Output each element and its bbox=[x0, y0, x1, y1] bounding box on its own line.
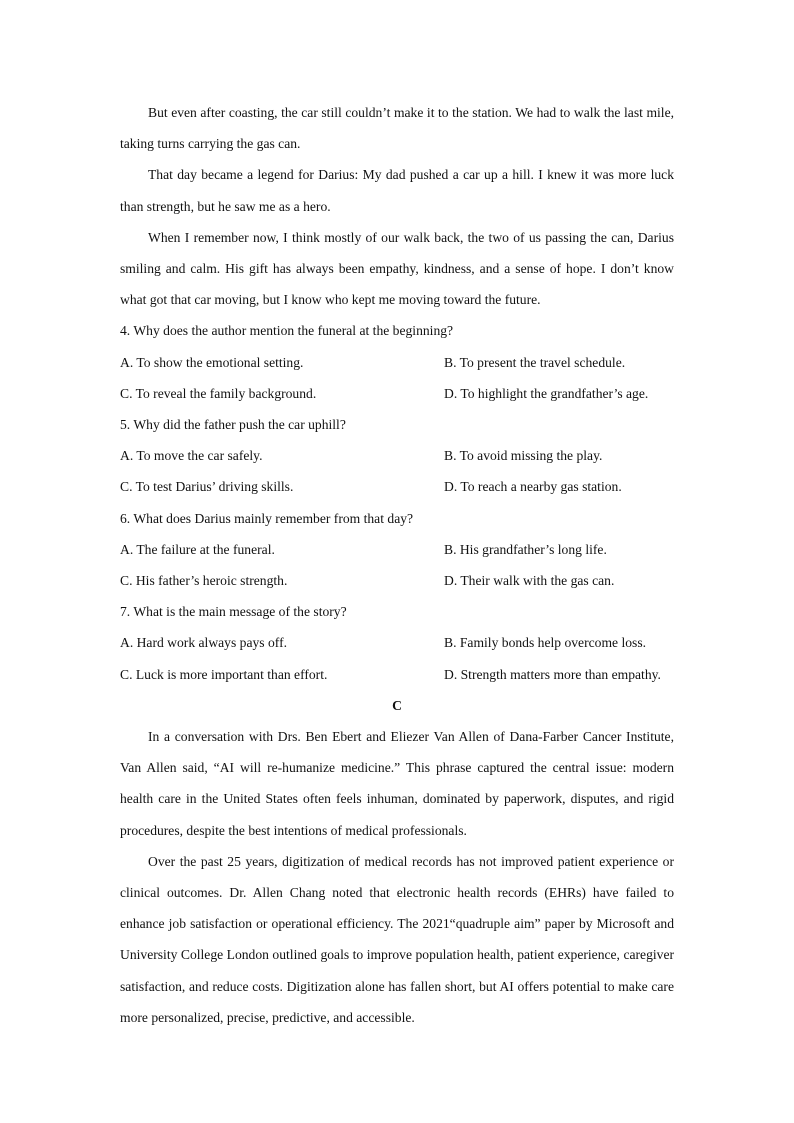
question-stem: 4. Why does the author mention the funeral at the beginning? bbox=[120, 323, 454, 339]
option-c: C. His father’s heroic strength. bbox=[120, 573, 288, 589]
option-c: C. Luck is more important than effort. bbox=[120, 666, 328, 682]
options-row bbox=[120, 534, 674, 565]
question-5 bbox=[120, 409, 674, 503]
document-page bbox=[120, 97, 674, 1033]
question-6 bbox=[120, 503, 674, 597]
option-a: A. The failure at the funeral. bbox=[120, 541, 275, 557]
question-stem: 5. Why did the father push the car uphill? bbox=[120, 417, 346, 433]
option-a: A. Hard work always pays off. bbox=[120, 635, 287, 651]
paragraph: But even after coasting, the car still couldn’t make it to the station. We had to walk the last mile, taking turns carrying the gas can. bbox=[120, 105, 674, 152]
paragraph: That day became a legend for Darius: My dad pushed a car up a hill. I knew it was more luck than strength, but he saw me as a hero. bbox=[120, 167, 674, 214]
option-d: D. To highlight the grandfather’s age. bbox=[444, 385, 649, 401]
options-row bbox=[120, 378, 674, 409]
paragraph: Over the past 25 years, digitization of medical records has not improved patient experience or clinical outcomes. Dr. Allen Chang noted that electronic health records (EHRs) have failed to enhance job satisfaction or operational efficiency. The 2021“quadruple aim” paper by Microsoft and University College London outlined goals to improve population health, patient experience, caregiver satisfaction, and reduce costs. Digitization alone has fallen short, but AI offers potential to make care more personalized, precise, predictive, and accessible. bbox=[120, 853, 674, 1025]
option-d: D. Their walk with the gas can. bbox=[444, 573, 615, 589]
paragraph: When I remember now, I think mostly of our walk back, the two of us passing the can, Darius smiling and calm. His gift has always been empathy, kindness, and a sense of hope. I don’t know what got that car moving, but I know who kept me moving toward the future. bbox=[120, 229, 674, 308]
option-d: D. To reach a nearby gas station. bbox=[444, 479, 622, 495]
option-c: C. To reveal the family background. bbox=[120, 385, 317, 401]
paragraph: In a conversation with Drs. Ben Ebert and Eliezer Van Allen of Dana-Farber Cancer Institute, Van Allen said, “AI will re-humanize medicine.” This phrase captured the central issue: modern health care in the United States often feels inhuman, dominated by paperwork, disputes, and rigid procedures, despite the best intentions of medical professionals. bbox=[120, 729, 674, 838]
option-d: D. Strength matters more than empathy. bbox=[444, 666, 661, 682]
option-c: C. To test Darius’ driving skills. bbox=[120, 479, 294, 495]
option-a: A. To show the emotional setting. bbox=[120, 354, 304, 370]
options-row bbox=[120, 471, 674, 502]
option-b: B. Family bonds help overcome loss. bbox=[444, 635, 647, 651]
question-4 bbox=[120, 315, 674, 409]
options-row bbox=[120, 440, 674, 471]
question-stem: 6. What does Darius mainly remember from that day? bbox=[120, 510, 414, 526]
question-stem: 7. What is the main message of the story? bbox=[120, 604, 347, 620]
option-b: B. To avoid missing the play. bbox=[444, 448, 603, 464]
options-row bbox=[120, 659, 674, 690]
options-row bbox=[120, 565, 674, 596]
section-heading: C bbox=[392, 697, 402, 713]
option-b: B. His grandfather’s long life. bbox=[444, 541, 607, 557]
options-row bbox=[120, 627, 674, 658]
option-b: B. To present the travel schedule. bbox=[444, 354, 626, 370]
options-row bbox=[120, 347, 674, 378]
option-a: A. To move the car safely. bbox=[120, 448, 263, 464]
question-7 bbox=[120, 596, 674, 690]
